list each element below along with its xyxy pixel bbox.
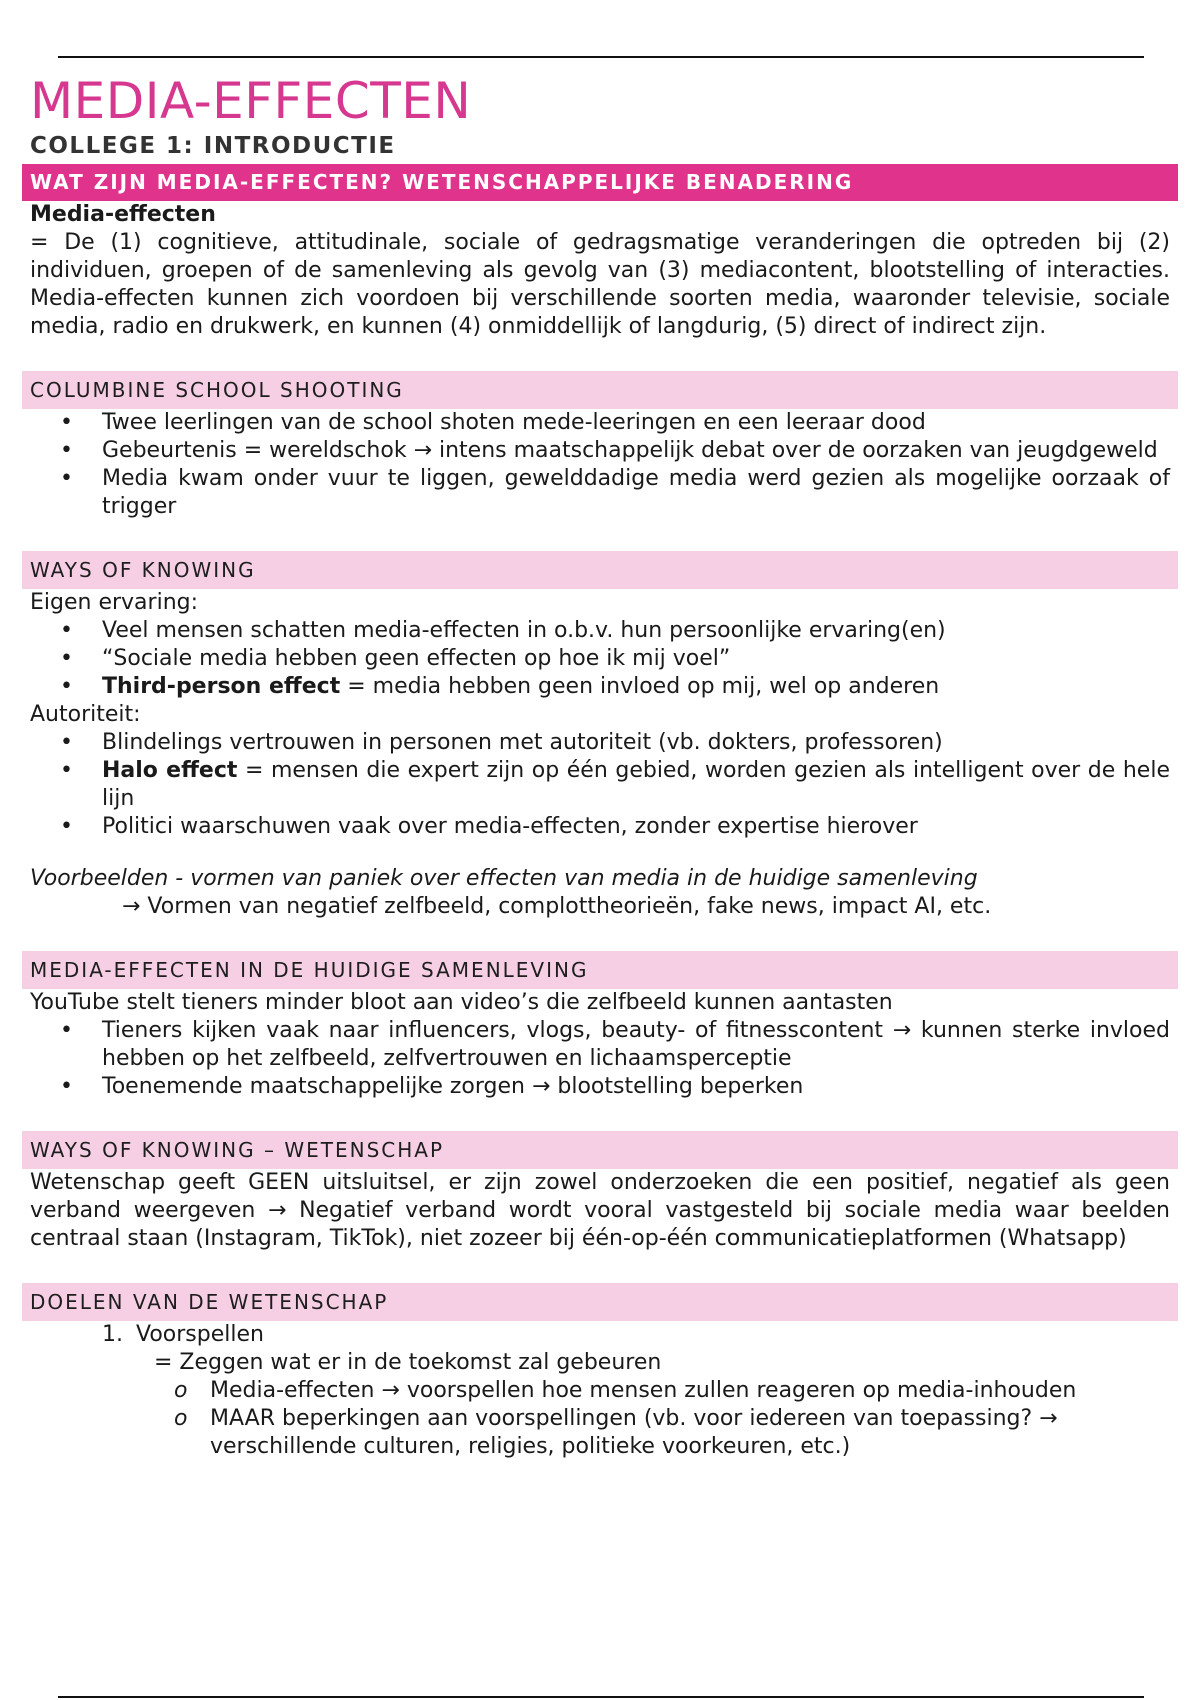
- experience-label: Eigen ervaring:: [30, 590, 199, 615]
- section-heading-society: MEDIA-EFFECTEN IN DE HUIDIGE SAMENLEVING: [22, 951, 1178, 989]
- page-subtitle: COLLEGE 1: INTRODUCTIE: [30, 133, 396, 159]
- third-person-text: = media hebben geen invloed op mij, wel op anderen: [340, 674, 940, 699]
- list-item: • Politici waarschuwen vaak over media-effecten, zonder expertise hierover: [22, 813, 1178, 841]
- list-item: • Gebeurtenis = wereldschok → intens maatschappelijk debat over de oorzaken van jeugdgeweld: [22, 437, 1178, 465]
- authority-label: Autoriteit:: [30, 702, 141, 727]
- halo-text: = mensen die expert zijn op één gebied, worden gezien als intelligent over de hele lijn: [102, 758, 1170, 811]
- intro-term: Media-effecten: [30, 202, 216, 227]
- list-item: [22, 673, 1178, 701]
- list-item: • Tieners kijken vaak naar influencers, vlogs, beauty- of fitnesscontent → kunnen sterke invloed hebben op het zelfbeeld, zelfvertrouwen en lichaamsperceptie: [22, 1017, 1178, 1073]
- list-item: • Media kwam onder vuur te liggen, gewelddadige media werd gezien als mogelijke oorzaak of trigger: [22, 465, 1178, 521]
- goal-sublist: [22, 1377, 1178, 1461]
- goal-item: [22, 1321, 1178, 1349]
- list-item: • Blindelings vertrouwen in personen met autoriteit (vb. dokters, professoren): [22, 729, 1178, 757]
- experience-list: [22, 617, 1178, 701]
- section-heading-columbine: COLUMBINE SCHOOL SHOOTING: [22, 371, 1178, 409]
- section-heading-science: WAYS OF KNOWING – WETENSCHAP: [22, 1131, 1178, 1169]
- page-title: MEDIA-EFFECTEN: [30, 72, 472, 130]
- society-lead: YouTube stelt tieners minder bloot aan video’s die zelfbeeld kunnen aantasten: [30, 990, 893, 1015]
- intro-definition: = De (1) cognitieve, attitudinale, sociale of gedragsmatige veranderingen die optreden bij (2) individuen, groepen of de samenleving als gevolg van (3) mediacontent, blootstelling of interacties. Media-effecten kunnen zich voordoen bij verschillende soorten media, waaronder televisie, sociale media, radio en drukwerk, en kunnen (4) onmiddellijk of langdurig, (5) direct of indirect zijn.: [30, 230, 1170, 339]
- bottom-rule: [58, 1696, 1144, 1698]
- section-heading-goals: DOELEN VAN DE WETENSCHAP: [22, 1283, 1178, 1321]
- main-heading: WAT ZIJN MEDIA-EFFECTEN? WETENSCHAPPELIJKE BENADERING: [22, 164, 1178, 201]
- goal-number: 1.: [102, 1322, 123, 1347]
- document-body: [22, 72, 1178, 1461]
- science-text: Wetenschap geeft GEEN uitsluitsel, er zijn zowel onderzoeken die een positief, negatief als geen verband weergeven → Negatief verband wordt vooral vastgesteld bij sociale media waar beelden centraal staan (Instagram, TikTok), niet zozeer bij één-op-één communicatieplatformen (Whatsapp): [30, 1170, 1170, 1251]
- examples-title: Voorbeelden - vormen van paniek over effecten van media in de huidige samenleving: [30, 866, 978, 891]
- list-item: • Twee leerlingen van de school shoten mede-leeringen en een leeraar dood: [22, 409, 1178, 437]
- list-item: • Veel mensen schatten media-effecten in o.b.v. hun persoonlijke ervaring(en): [22, 617, 1178, 645]
- list-item: • Toenemende maatschappelijke zorgen → blootstelling beperken: [22, 1073, 1178, 1101]
- society-list: [22, 1017, 1178, 1101]
- list-item: [22, 757, 1178, 813]
- third-person-term: Third-person effect: [102, 674, 341, 699]
- goal-label: Voorspellen: [136, 1322, 264, 1347]
- authority-list: [22, 729, 1178, 841]
- list-item: o MAAR beperkingen aan voorspellingen (vb. voor iedereen van toepassing? → verschillende culturen, religies, politieke voorkeuren, etc.): [22, 1405, 1178, 1461]
- list-item: • “Sociale media hebben geen effecten op hoe ik mij voel”: [22, 645, 1178, 673]
- columbine-list: [22, 409, 1178, 521]
- halo-term: Halo effect: [102, 758, 238, 783]
- top-rule: [58, 56, 1144, 58]
- section-heading-ways-of-knowing: WAYS OF KNOWING: [22, 551, 1178, 589]
- goal-definition: = Zeggen wat er in de toekomst zal gebeuren: [154, 1350, 662, 1375]
- list-item: o Media-effecten → voorspellen hoe mensen zullen reageren op media-inhouden: [22, 1377, 1178, 1405]
- examples-text: → Vormen van negatief zelfbeeld, complottheorieën, fake news, impact AI, etc.: [122, 894, 992, 919]
